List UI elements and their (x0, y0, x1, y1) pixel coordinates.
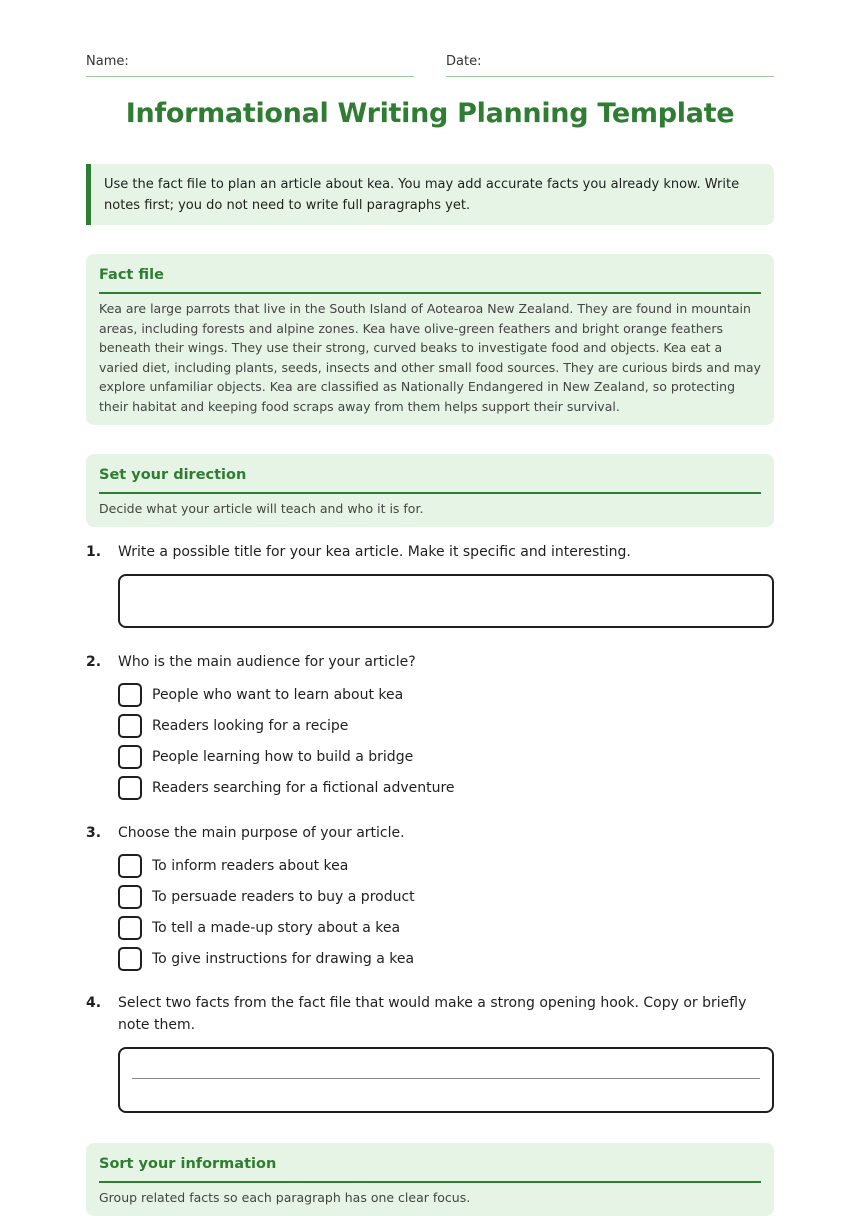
hook-answer-box[interactable] (118, 1047, 774, 1113)
fact-file-body: Kea are large parrots that live in the South Island of Aotearoa New Zealand. They are found in mountain areas, including forests and alpine zones. Kea have olive-green feathers and bright orange feathers beneath their wings. They use their strong, curved beaks to investigate food and objects. Kea eat a varied diet, including plants, seeds, insects and other small food sources. They are curious birds and may explore unfamiliar objects. Kea are classified as Nationally Endangered in New Zealand, so protecting their habitat and keeping food scraps away from them helps support their survival. (99, 301, 761, 414)
question-number: 2. (86, 654, 102, 670)
question-number: 3. (86, 825, 102, 841)
sort-panel (86, 1143, 774, 1216)
question-number: 1. (86, 544, 102, 560)
option-label: Readers searching for a fictional adventure (152, 780, 455, 796)
question-text: Select two facts from the fact file that would make a strong opening hook. Copy or briefly note them. (118, 995, 747, 1033)
intro-callout: Use the fact file to plan an article about kea. You may add accurate facts you already know. Write notes first; you do not need to write full paragraphs yet. (86, 164, 774, 225)
option-label: To persuade readers to buy a product (152, 889, 415, 905)
purpose-option[interactable] (118, 916, 400, 940)
question-text: Write a possible title for your kea article. Make it specific and interesting. (118, 544, 631, 560)
audience-option[interactable] (118, 714, 348, 738)
fact-file-title: Fact file (99, 264, 761, 294)
page-title: Informational Writing Planning Template (125, 98, 735, 129)
student-info-row (86, 53, 774, 77)
option-label: To inform readers about kea (152, 858, 349, 874)
sort-title: Sort your information (99, 1153, 761, 1183)
fact-file-panel (86, 254, 774, 425)
sort-body: Group related facts so each paragraph has one clear focus. (99, 1190, 471, 1205)
checkbox[interactable] (118, 683, 142, 707)
audience-option[interactable] (118, 776, 455, 800)
direction-body: Decide what your article will teach and who it is for. (99, 501, 424, 516)
checkbox[interactable] (118, 854, 142, 878)
option-label: To give instructions for drawing a kea (152, 951, 415, 967)
name-field[interactable] (86, 53, 414, 77)
purpose-option[interactable] (118, 885, 415, 909)
option-label: To tell a made-up story about a kea (152, 920, 401, 936)
checkbox[interactable] (118, 776, 142, 800)
audience-option[interactable] (118, 745, 413, 769)
option-label: Readers looking for a recipe (152, 718, 349, 734)
date-label: Date: (446, 54, 482, 69)
audience-option[interactable] (118, 683, 403, 707)
title-answer-box[interactable] (118, 574, 774, 628)
option-label: People learning how to build a bridge (152, 749, 414, 765)
checkbox[interactable] (118, 745, 142, 769)
purpose-option[interactable] (118, 854, 348, 878)
checkbox[interactable] (118, 916, 142, 940)
question-number: 4. (86, 995, 102, 1011)
direction-title: Set your direction (99, 464, 761, 494)
checkbox[interactable] (118, 947, 142, 971)
question-text: Who is the main audience for your article? (118, 654, 416, 670)
direction-panel (86, 454, 774, 527)
date-field[interactable] (446, 53, 774, 77)
writing-line (132, 1078, 760, 1079)
name-label: Name: (86, 54, 129, 69)
question-text: Choose the main purpose of your article. (118, 825, 405, 841)
checkbox[interactable] (118, 714, 142, 738)
checkbox[interactable] (118, 885, 142, 909)
purpose-option[interactable] (118, 947, 414, 971)
option-label: People who want to learn about kea (152, 687, 404, 703)
